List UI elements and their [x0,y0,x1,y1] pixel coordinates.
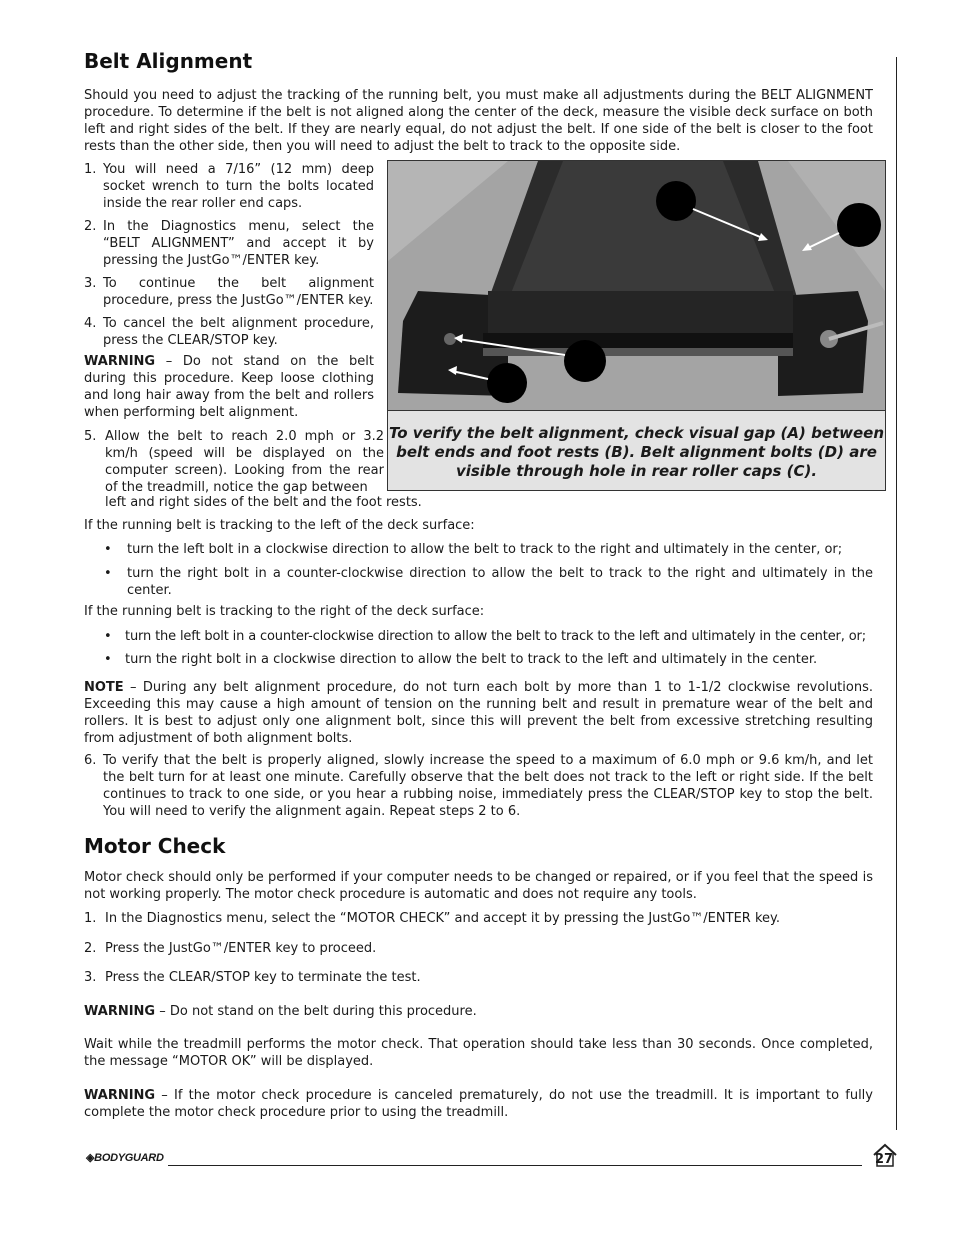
list-item: 1. You will need a 7/16” (12 mm) deep socket wrench to turn the bolts located inside the rear roller end caps. [84,162,374,211]
treadmill-figure [387,160,886,491]
list-item: • turn the left bolt in a counter-clockwise direction to allow the belt to track to the left and ultimately in the center, or; [104,629,866,644]
motor-warning-1: WARNING – Do not stand on the belt during this procedure. [84,1004,477,1019]
belt-step-6: 6. To verify that the belt is properly aligned, slowly increase the speed to a maximum of 6.0 mph or 9.6 km/h, and let the belt turn for at least one minute. Carefully observe that the belt does not track to the left or right side. If the belt continues to track to one side, or you hear a rubbing noise, immediately press the CLEAR/STOP key to stop the belt. You will need to verify the alignment again. Repeat steps 2 to 6. [84,753,873,819]
tracking-right-bullets [84,628,873,675]
belt-step-5: 5. Allow the belt to reach 2.0 mph or 3.2 km/h (speed will be displayed on the computer screen). Looking from the rear of the treadmill, notice the gap between [84,429,384,495]
footer-rule [168,1165,862,1166]
logo-mark-icon: ◈ [86,1152,95,1164]
list-item: 2. Press the JustGo™/ENTER key to proceed. [84,941,377,956]
belt-steps-list [84,161,374,355]
motor-warning-2: WARNING – If the motor check procedure is canceled prematurely, do not use the treadmill. It is important to fully complete the motor check procedure prior to using the treadmill. [84,1088,873,1120]
margin-rule [896,57,897,1130]
belt-note: NOTE – During any belt alignment procedure, do not turn each bolt by more than 1 to 1-1/2 clockwise revolutions. Exceeding this may cause a high amount of tension on the running belt and result in premature wear of the belt and rollers. It is best to adjust only one alignment bolt, since this will prevent the belt from excessive stretching resulting from adjustment of both alignment bolts. [84,680,873,746]
list-item: • turn the right bolt in a clockwise direction to allow the belt to track to the left and ultimately in the center. [104,652,818,667]
belt-warning: WARNING – Do not stand on the belt during this procedure. Keep loose clothing and long hair away from the belt and rollers when performing belt alignment. [84,354,374,420]
motor-wait-text: Wait while the treadmill performs the motor check. That operation should take less than 30 seconds. Once completed, the message “MOTOR OK” will be displayed. [84,1037,873,1069]
belt-intro: Should you need to adjust the tracking of the running belt, you must make all adjustments during the BELT ALIGNMENT procedure. To determine if the belt is not aligned along the center of the deck, measure the visible deck surface on both left and right sides of the belt. If they are nearly equal, do not adjust the belt. If one side of the belt is closer to the foot rests than the other side, then you will need to adjust the belt to track to the opposite side. [84,88,873,154]
list-item: • turn the right bolt in a counter-clockwise direction to allow the belt to track to the right and ultimately in the center. [104,566,873,598]
figure-caption: To verify the belt alignment, check visual gap (A) between belt ends and foot rests (B). Belt alignment bolts (D) are visible through hole in rear roller caps (C). [388,410,885,490]
list-item: 4. To cancel the belt alignment procedure, press the CLEAR/STOP key. [84,316,374,348]
tracking-right-intro: If the running belt is tracking to the right of the deck surface: [84,604,485,619]
tracking-left-bullets [84,541,873,606]
motor-steps-list [84,910,873,992]
list-item: • turn the left bolt in a clockwise direction to allow the belt to track to the right and ultimately in the center, or; [104,542,843,557]
list-item: 3. To continue the belt alignment procedure, press the JustGo™/ENTER key. [84,276,374,308]
belt-step-5-cont: left and right sides of the belt and the foot rests. [105,495,422,510]
motor-intro: Motor check should only be performed if your computer needs to be changed or repaired, or if you feel that the speed is not working properly. The motor check procedure is automatic and does not require any tools. [84,870,873,902]
bodyguard-logo: ◈BODYGUARD [86,1152,164,1164]
list-item: 1. In the Diagnostics menu, select the “MOTOR CHECK” and accept it by pressing the JustGo™/ENTER key. [84,911,780,926]
page-number: 27 [872,1142,898,1168]
tracking-left-intro: If the running belt is tracking to the left of the deck surface: [84,518,475,533]
treadmill-photo [388,161,885,410]
motor-check-heading: Motor Check [84,834,226,858]
list-item: 3. Press the CLEAR/STOP key to terminate the test. [84,970,421,985]
belt-alignment-heading: Belt Alignment [84,49,253,73]
list-item: 2. In the Diagnostics menu, select the “BELT ALIGNMENT” and accept it by pressing the JustGo™/ENTER key. [84,219,374,268]
